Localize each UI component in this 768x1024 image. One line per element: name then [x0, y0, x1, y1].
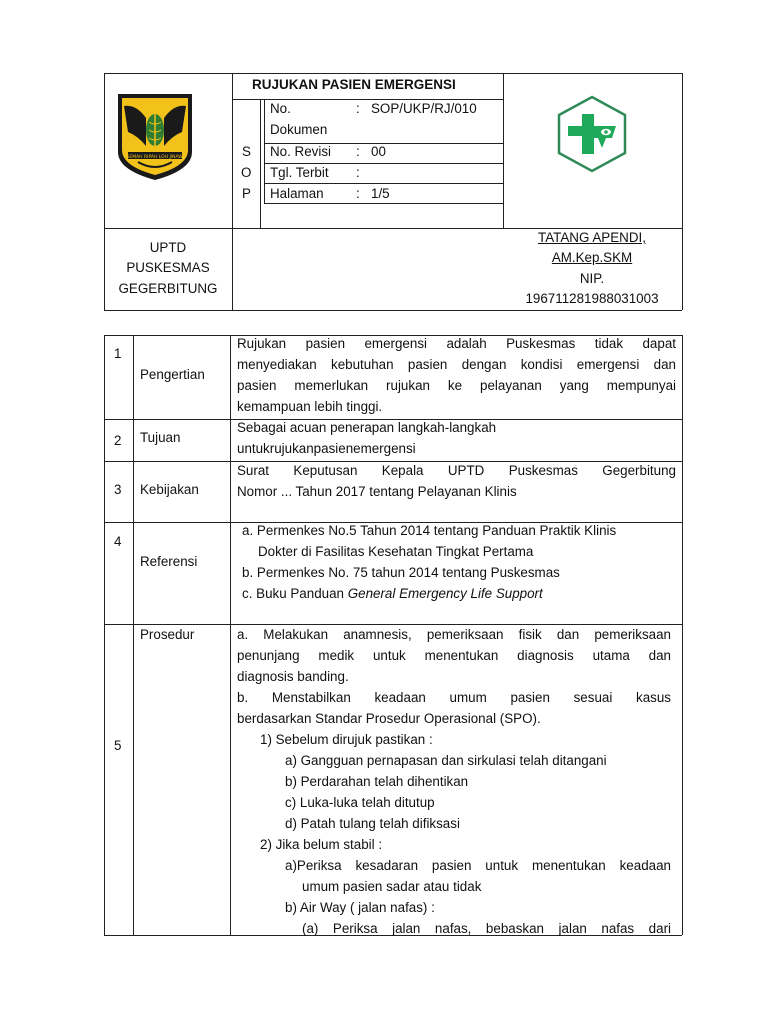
procedure-substep: a) Gangguan pernapasan dan sirkulasi telah ditangani	[285, 753, 607, 768]
regency-emblem-icon	[116, 92, 194, 182]
procedure-line: diagnosis banding.	[237, 669, 349, 684]
puskesmas-logo-icon	[552, 94, 632, 174]
border-line	[230, 335, 231, 935]
border-line	[232, 73, 233, 310]
section-label: Pengertian	[140, 367, 205, 382]
section-label: Prosedur	[140, 627, 195, 642]
border-line	[264, 203, 503, 204]
section-number: 3	[114, 482, 122, 497]
procedure-line: a. Melakukan anamnesis, pemeriksaan fisik dan pemeriksaan	[237, 627, 671, 642]
border-line	[264, 183, 503, 184]
procedure-substep: b) Perdarahan telah dihentikan	[285, 774, 469, 789]
border-line	[503, 73, 504, 228]
reference-item: a. Permenkes No.5 Tahun 2014 tentang Panduan Praktik Klinis	[242, 523, 617, 538]
document-title: RUJUKAN PASIEN EMERGENSI	[252, 77, 456, 92]
border-line	[104, 228, 682, 229]
paragraph-line: untukrujukanpasienemergensi	[237, 441, 416, 456]
section-number: 1	[114, 346, 122, 361]
meta-label-halaman: Halaman	[270, 186, 324, 201]
meta-value-no-dokumen: SOP/UKP/RJ/010	[371, 101, 477, 116]
meta-colon: :	[356, 101, 360, 116]
signer-nip: 196711281988031003	[525, 291, 659, 306]
meta-label-terbit: Tgl. Terbit	[270, 165, 329, 180]
reference-item: b. Permenkes No. 75 tahun 2014 tentang Puskesmas	[242, 565, 560, 580]
emblem-motto: GEMAH RIPAH LOH JINAWI	[125, 155, 185, 160]
procedure-step: 2) Jika belum stabil :	[260, 837, 383, 852]
section-label: Referensi	[140, 554, 198, 569]
signer-name: TATANG APENDI,	[538, 230, 646, 245]
paragraph-line: Rujukan pasien emergensi adalah Puskesmas tidak dapat	[237, 336, 676, 351]
unit-name-line-2: PUSKESMAS	[126, 260, 210, 275]
sop-letter-o: O	[241, 165, 252, 180]
sop-letter-s: S	[242, 144, 251, 159]
border-line	[682, 73, 683, 310]
reference-item-text: c. Buku Panduan	[242, 586, 348, 601]
procedure-line: berdasarkan Standar Prosedur Operasional (SPO).	[237, 711, 541, 726]
border-line	[232, 99, 503, 100]
border-line	[260, 99, 261, 228]
meta-label-revisi: No. Revisi	[270, 144, 332, 159]
procedure-substep: a)Periksa kesadaran pasien untuk menentukan keadaan	[285, 858, 671, 873]
paragraph-line: kemampuan lebih tinggi.	[237, 399, 383, 414]
border-line	[264, 163, 503, 164]
meta-value-halaman: 1/5	[371, 186, 390, 201]
paragraph-line: Nomor ... Tahun 2017 tentang Pelayanan Klinis	[237, 484, 517, 499]
section-number: 5	[114, 738, 122, 753]
border-line	[104, 335, 105, 935]
border-line	[104, 461, 682, 462]
border-line	[133, 335, 134, 935]
section-label: Kebijakan	[140, 482, 199, 497]
procedure-substep: c) Luka-luka telah ditutup	[285, 795, 435, 810]
procedure-step: 1) Sebelum dirujuk pastikan :	[260, 732, 433, 747]
meta-label-dokumen: Dokumen	[270, 122, 328, 137]
reference-item-continued: Dokter di Fasilitas Kesehatan Tingkat Pertama	[258, 544, 534, 559]
section-number: 4	[114, 534, 122, 549]
procedure-substep-continued: umum pasien sadar atau tidak	[302, 879, 482, 894]
paragraph-line: menyediakan kebutuhan pasien dengan kondisi emergensi dan	[237, 357, 676, 372]
border-line	[104, 310, 682, 311]
procedure-line: b. Menstabilkan keadaan umum pasien sesuai kasus	[237, 690, 671, 705]
paragraph-line: Sebagai acuan penerapan langkah-langkah	[237, 420, 497, 435]
procedure-substep: d) Patah tulang telah difiksasi	[285, 816, 460, 831]
border-line	[104, 73, 682, 74]
sop-letter-p: P	[242, 186, 251, 201]
procedure-subsubstep: (a) Periksa jalan nafas, bebaskan jalan nafas dari	[302, 921, 671, 936]
paragraph-line: pasien memerlukan rujukan ke pelayanan yang mempunyai	[237, 378, 676, 393]
meta-colon: :	[356, 165, 360, 180]
signer-title: AM.Kep.SKM	[551, 250, 633, 265]
border-line	[682, 335, 683, 935]
section-label: Tujuan	[140, 430, 181, 445]
border-line	[264, 99, 265, 203]
meta-colon: :	[356, 144, 360, 159]
meta-value-revisi: 00	[371, 144, 386, 159]
reference-item-italic-title: General Emergency Life Support	[347, 586, 543, 601]
section-number: 2	[114, 433, 122, 448]
meta-label-no: No.	[270, 101, 291, 116]
signer-nip-label: NIP.	[579, 271, 605, 286]
procedure-substep: b) Air Way ( jalan nafas) :	[285, 900, 435, 915]
paragraph-line: Surat Keputusan Kepala UPTD Puskesmas Gegerbitung	[237, 463, 676, 478]
border-line	[104, 624, 682, 625]
procedure-line: penunjang medik untuk menentukan diagnosis utama dan	[237, 648, 671, 663]
unit-name-line-3: GEGERBITUNG	[118, 281, 218, 296]
reference-item	[242, 586, 543, 602]
unit-name-line-1: UPTD	[149, 240, 187, 255]
meta-colon: :	[356, 186, 360, 201]
